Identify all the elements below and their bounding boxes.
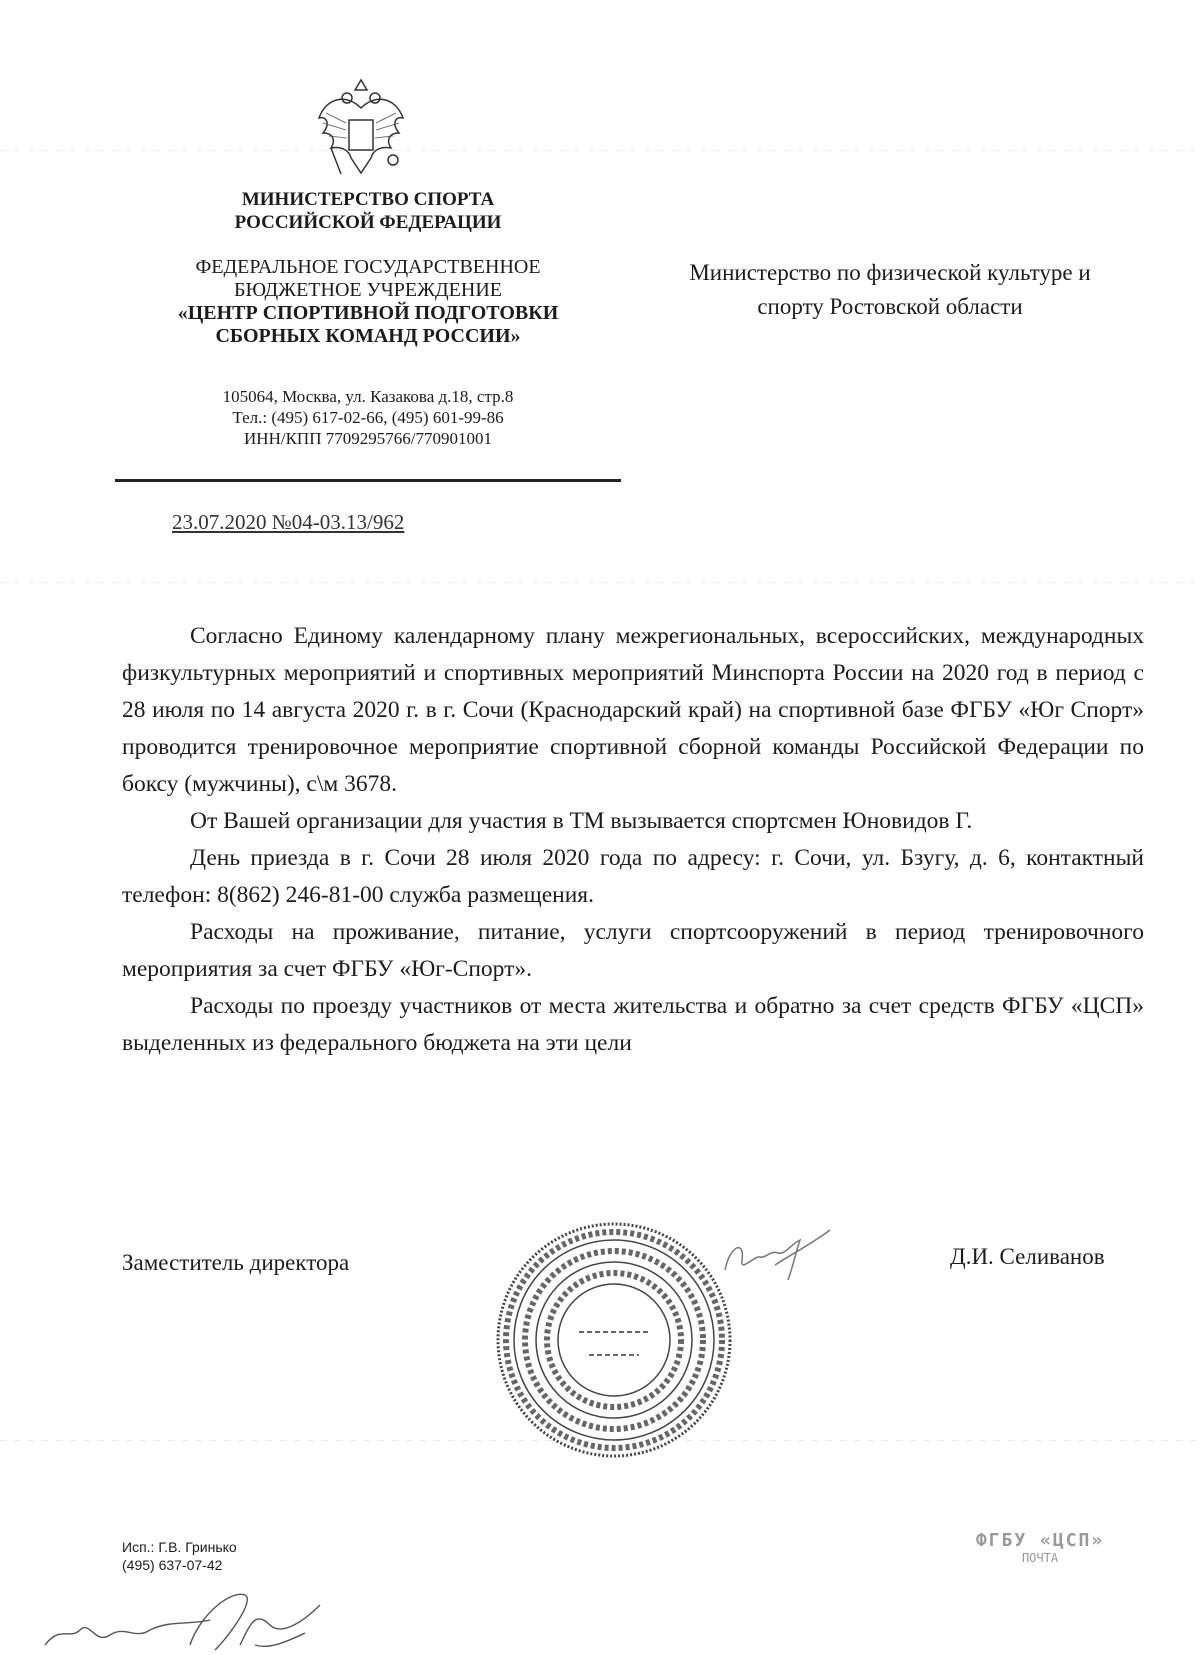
official-seal — [494, 1220, 734, 1460]
executor-info — [122, 1538, 237, 1574]
recipient — [630, 256, 1150, 324]
scan-artifact — [0, 582, 1200, 583]
org-address: 105064, Москва, ул. Казакова д.18, стр.8 — [222, 387, 514, 406]
ministry-line: МИНИСТЕРСТВО СПОРТА — [241, 189, 495, 210]
executor-phone: (495) 637-07-42 — [122, 1557, 223, 1573]
body-paragraph: От Вашей организации для участия в ТМ вызывается спортсмен Юновидов Г. — [190, 808, 973, 834]
mail-stamp-org: ФГБУ «ЦСП» — [975, 1530, 1105, 1551]
ministry-name — [115, 188, 621, 234]
recipient-line: Министерство по физической культуре и — [689, 260, 1091, 285]
org-contacts — [115, 386, 621, 449]
handwritten-signature — [720, 1225, 840, 1285]
body-paragraph: День приезда в г. Сочи 28 июля 2020 года по адресу: г. Сочи, ул. Бзугу, д. 6, контактный телефон: 8(862) 246-81-00 служба размещения. — [122, 845, 1144, 908]
header-divider — [115, 479, 621, 482]
executor-name: Исп.: Г.В. Гринько — [122, 1539, 237, 1555]
organization-name — [115, 256, 621, 348]
body-paragraph: Расходы на проживание, питание, услуги спортсооружений в период тренировочного мероприятия за счет ФГБУ «Юг-Спорт». — [122, 919, 1144, 982]
org-phone: Тел.: (495) 617-02-66, (495) 601-99-86 — [232, 408, 504, 427]
recipient-line: спорту Ростовской области — [757, 294, 1023, 319]
body-paragraph: Согласно Единому календарному плану межрегиональных, всероссийских, международных физкультурных мероприятий и спортивных мероприятий Минспорта России на 2020 год в период с 28 июля по 14 августа 2020 г. в г. Сочи (Краснодарский край) на спортивной базе ФГБУ «Юг Спорт» проводится тренировочное мероприятие спортивной сборной команды Российской Федерации по боксу (мужчины), с\м 3678. — [122, 623, 1144, 797]
org-name-line: СБОРНЫХ КОМАНД РОССИИ» — [215, 325, 521, 347]
letter-body — [122, 618, 1144, 1062]
scan-artifact — [0, 150, 1200, 151]
signatory-title: Заместитель директора — [122, 1250, 350, 1275]
mail-stamp-label: ПОЧТА — [1021, 1551, 1059, 1565]
org-type-line: БЮДЖЕТНОЕ УЧРЕЖДЕНИЕ — [233, 279, 503, 301]
body-paragraph: Расходы по проезду участников от места жительства и обратно за счет средств ФГБУ «ЦСП» выделенных из федерального бюджета на эти цели — [122, 993, 1144, 1056]
org-inn: ИНН/КПП 7709295766/770901001 — [244, 429, 492, 448]
mail-stamp — [965, 1530, 1115, 1565]
handwritten-signature — [40, 1585, 370, 1655]
document-number: 23.07.2020 №04-03.13/962 — [172, 510, 405, 534]
signatory-name: Д.И. Селиванов — [950, 1244, 1105, 1269]
org-name-line: «ЦЕНТР СПОРТИВНОЙ ПОДГОТОВКИ — [177, 302, 559, 324]
ministry-line: РОССИЙСКОЙ ФЕДЕРАЦИИ — [234, 212, 502, 233]
coat-of-arms-emblem — [311, 78, 411, 182]
org-type-line: ФЕДЕРАЛЬНОЕ ГОСУДАРСТВЕННОЕ — [195, 256, 541, 278]
